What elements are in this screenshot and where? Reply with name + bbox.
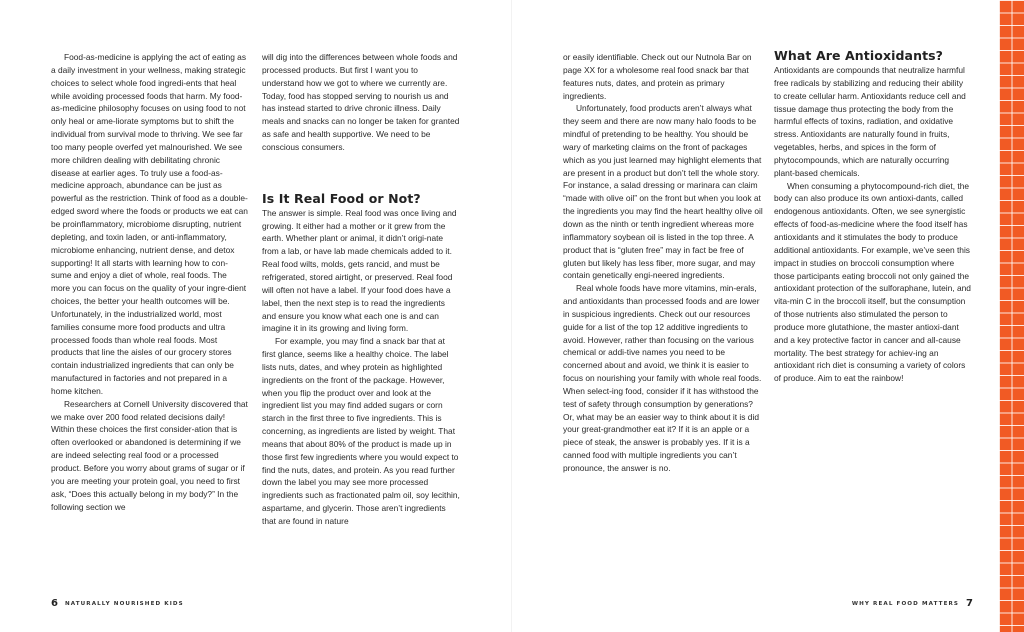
body-paragraph: For example, you may find a snack bar that at first glance, seems like a healthy choice. The label lists nuts, dates, and whey protein as highlighted ingredients on the front of the package. However, when you flip the product over and look at the ingredient list you may find added sugars or corn starch in the first three to five ingredients. This is concerning, as ingredients are listed by weight. That means that about 80% of the product is made up in those first few ingredients where you would expect to find the nuts, dates, and protein. As you read further down the label you may see more processed ingredients such as fractionated palm oil, soy lecithin, aspartame, and glycerin. Those aren’t ingredients that are found in nature xyxy=(262,336,460,526)
page-number: 6 xyxy=(51,598,58,609)
right-page-column-1 xyxy=(563,51,763,475)
left-page-column-1 xyxy=(51,51,248,513)
left-page-column-2 xyxy=(262,51,460,528)
gutter xyxy=(511,0,512,632)
body-paragraph: Researchers at Cornell University discovered that we make over 200 food related decisions daily! Within these choices the first consider-ation that is often overlooked or abandoned is determining if we are indeed selecting real food or a processed product. Before you worry about grams of sugar or if you are meeting your protein goal, you need to first ask, “Does this actually belong in my body?” In the following section we xyxy=(51,398,248,512)
running-head: NATURALLY NOURISHED KIDS xyxy=(64,601,184,607)
section-heading: Is It Real Food or Not? xyxy=(262,190,421,206)
left-footer xyxy=(51,598,184,610)
body-paragraph: Real whole foods have more vitamins, min-erals, and antioxidants than processed foods and are lower in suspicious ingredients. Check out our resources guide for a list of the top 12 additive ingredients to avoid. However, rather than focusing on the various chemical or addi-tive names you need to be concerned about and avoid, we think it is easier to focus on nourishing your family with whole real foods. When select-ing food, consider if it has withstood the test of safety through consumption by generations? Or, what may be an easier way to think about it is did your great-grandmother eat it? If it is an apple or a piece of steak, the answer is probably yes. If it is a canned food with multiple ingredients you can’t pronounce, the answer is no. xyxy=(563,283,762,473)
body-paragraph: will dig into the differences between whole foods and processed products. But first I want you to understand how we got to where we currently are. Today, food has stopped serving to nourish us and has instead started to drive chronic illness. Daily meals and snacks can no longer be taken for granted as safe and health supportive. We need to be conscious consumers. xyxy=(262,52,460,152)
sidebar-heading: What Are Antioxidants? xyxy=(774,48,944,63)
body-paragraph: or easily identifiable. Check out our Nutnola Bar on page XX for a wholesome real food snack bar that features nuts, dates, and protein as primary ingredients. xyxy=(563,52,752,101)
body-paragraph: The answer is simple. Real food was once living and growing. It either had a mother or it grew from the earth. Whether plant or animal, it didn’t origi-nate from a lab, or have lab made chemicals added to it. Real food wilts, molds, gets rancid, and must be refrigerated, stored airtight, or preserved. Real food will often not have a label. If your food does have a label, then the next step is to read the ingredients and ensure you know what each one is and can imagine it in its growing and living form. xyxy=(262,207,457,334)
body-paragraph: Unfortunately, food products aren’t always what they seem and there are now many halo foods to be mindful of pretending to be healthy. You should be wary of marketing claims on the front of packages which as you just learned may highlight elements that are present in a product but don’t tell the whole story. For instance, a salad dressing or marinara can claim “made with olive oil” on the front but when you look at the ingredients you may find the heart healthy olive oil down as the ninth or tenth ingredient whereas more inflammatory soybean oil is listed in the top three. A product that is “gluten free” may in fact be free of gluten but likely has less fiber, more sugar, and may contain genetically engi-neered ingredients. xyxy=(563,103,763,281)
body-paragraph: When consuming a phytocompound-rich diet, the body can also produce its own antioxi-dants, called endogenous antioxidants. Often, we see synergistic effects of food-as-medicine where the food itself has antioxidants and it stimulates the body to produce additional antioxidants. For example, we’ve seen this impact in studies on broccoli consumption where those participants eating broccoli not only gained the antioxidant protection of the sulforaphane, lutein, and vita-min C in the broccoli itself, but the consumption of those nutrients also stimulated the person to produce more glutathione, the master antioxi-dant and a key protective factor in cancer and all-cause mortality. The best strategy for achiev-ing an antioxidant rich diet is consuming a variety of colors of produce. Aim to eat the rainbow! xyxy=(774,180,971,384)
decorative-grid-strip xyxy=(999,0,1024,632)
page-number: 7 xyxy=(966,598,973,609)
body-paragraph: Food-as-medicine is applying the act of eating as a daily investment in your wellness, making strategic choices to select whole food ingredi-ents that heal while avoiding processed foods that harm. My food-as-medicine philosophy focuses on using food to not only heal or ame-liorate symptoms but to shift the individual from survival mode to thriving. We see far too many people overfed yet malnourished. We see more children dealing with debilitating chronic disease at earlier ages. To truly use a food-as-medicine approach, abundance can be just as powerful as the restriction. Think of food as a double-edged sword where the foods or products we eat can be proinflammatory, microbiome disrupting, nutrient depleting, and toxin laden, or anti-inflammatory, microbiome enhancing, nutrient dense, and detox supporting! It all starts with learning how to con-sume and enjoy a diet of whole, real foods. The more you can focus on the quality of your ingre-dient choices, the better your health outcomes will be. Unfortunately, in the industrialized world, most families consume more food products and ultra processed foods than whole real foods. Most products that line the aisles of our grocery stores contain industrialized ingredients that can only be manufactured in factories and not prepared in a home kitchen. xyxy=(51,52,248,396)
running-head: WHY REAL FOOD MATTERS xyxy=(851,601,960,607)
right-footer xyxy=(852,598,973,610)
body-paragraph: Antioxidants are compounds that neutralize harmful free radicals by stabilizing and reducing their ability to create cellular harm. Antioxidants reduce cell and tissue damage thus protecting the body from the harmful effects of toxins, radiation, and oxidative stress. Antioxidants are naturally found in fruits, vegetables, herbs, and spices in the form of phytocompounds, which are naturally occurring plant-based chemicals. xyxy=(774,65,966,178)
right-page-column-2 xyxy=(774,48,972,385)
